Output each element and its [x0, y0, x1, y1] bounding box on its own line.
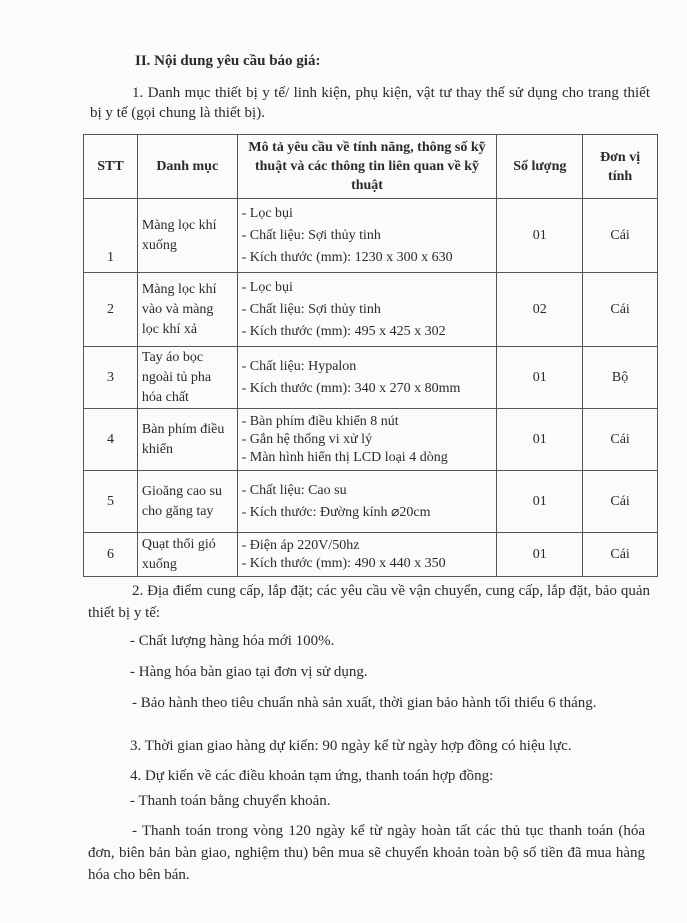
- table-row: [84, 347, 658, 409]
- table-row: [84, 273, 658, 347]
- bullet-warranty: - Bảo hành theo tiêu chuẩn nhà sản xuất, thời gian bảo hành tối thiểu 6 tháng.: [132, 695, 597, 711]
- cell-item: Quạt thổi gió xuống: [137, 533, 237, 577]
- spec-line: - Chất liệu: Sợi thủy tinh: [241, 301, 381, 317]
- bullet-quality: - Chất lượng hàng hóa mới 100%.: [130, 633, 335, 649]
- cell-item: Màng lọc khí vào và màng lọc khí xả: [137, 273, 237, 347]
- cell-item: Bàn phím điều khiển: [137, 409, 237, 471]
- spec-line: - Kích thước (mm): 1230 x 300 x 630: [241, 249, 453, 265]
- spec-line: - Kích thước (mm): 340 x 270 x 80mm: [241, 380, 461, 396]
- spec-line: - Chất liệu: Sợi thủy tinh: [241, 227, 381, 243]
- bullet-transfer: - Thanh toán bằng chuyển khoản.: [130, 793, 331, 809]
- equipment-table: [83, 134, 658, 577]
- table-row: [84, 533, 658, 577]
- cell-qty: 01: [497, 409, 583, 471]
- cell-qty: 02: [497, 273, 583, 347]
- cell-specs: [237, 409, 497, 471]
- spec-line: - Bàn phím điều khiển 8 nút: [241, 413, 399, 429]
- spec-line: - Kích thước (mm): 495 x 425 x 302: [241, 323, 446, 339]
- cell-stt: 2: [84, 273, 138, 347]
- cell-item: Màng lọc khí xuống: [137, 199, 237, 273]
- cell-specs: [237, 199, 497, 273]
- spec-line: - Màn hình hiển thị LCD loại 4 dòng: [241, 449, 448, 465]
- table-header-row: [84, 135, 658, 199]
- spec-line: - Lọc bụi: [241, 205, 293, 221]
- cell-unit: Cái: [583, 533, 658, 577]
- spec-line: - Điện áp 220V/50hz: [241, 537, 360, 553]
- spec-line: - Chất liệu: Hypalon: [241, 358, 357, 374]
- bullet-delivery: - Hàng hóa bàn giao tại đơn vị sử dụng.: [130, 664, 368, 680]
- cell-stt: 4: [84, 409, 138, 471]
- cell-qty: 01: [497, 471, 583, 533]
- section-4: 4. Dự kiến về các điều khoản tạm ứng, thanh toán hợp đồng:: [130, 768, 494, 784]
- table-row: [84, 199, 658, 273]
- cell-item: Gioăng cao su cho găng tay: [137, 471, 237, 533]
- cell-specs: [237, 273, 497, 347]
- table-row: [84, 471, 658, 533]
- spec-line: - Lọc bụi: [241, 279, 293, 295]
- spec-line: - Chất liệu: Cao su: [241, 482, 347, 498]
- cell-unit: Cái: [583, 471, 658, 533]
- spec-line: - Kích thước: Đường kính ⌀20cm: [241, 504, 431, 520]
- section-heading: II. Nội dung yêu cầu báo giá:: [135, 53, 321, 69]
- cell-qty: 01: [497, 347, 583, 409]
- spec-line: - Gắn hệ thống vi xử lý: [241, 431, 373, 447]
- cell-unit: Cái: [583, 199, 658, 273]
- cell-unit: Cái: [583, 409, 658, 471]
- cell-unit: Bộ: [583, 347, 658, 409]
- cell-specs: [237, 533, 497, 577]
- section-2: 2. Địa điểm cung cấp, lắp đặt; các yêu cầu về vận chuyển, cung cấp, lắp đặt, bảo quản thiết bị y tế:: [88, 583, 650, 621]
- header-stt: STT: [84, 135, 138, 199]
- cell-stt: 5: [84, 471, 138, 533]
- cell-item: Tay áo bọc ngoài tủ pha hóa chất: [137, 347, 237, 409]
- cell-qty: 01: [497, 533, 583, 577]
- cell-unit: Cái: [583, 273, 658, 347]
- cell-stt: 1: [84, 199, 138, 273]
- section-3: 3. Thời gian giao hàng dự kiến: 90 ngày kể từ ngày hợp đồng có hiệu lực.: [130, 738, 572, 754]
- bullet-payment-term: - Thanh toán trong vòng 120 ngày kể từ ngày hoàn tất các thủ tục thanh toán (hóa đơn, biên bản bàn giao, nghiệm thu) bên mua sẽ chuyển khoản toàn bộ số tiền đã mua hàng hóa cho bên bán.: [88, 823, 645, 883]
- header-item: Danh mục: [137, 135, 237, 199]
- cell-specs: [237, 471, 497, 533]
- header-qty: Số lượng: [497, 135, 583, 199]
- cell-stt: 6: [84, 533, 138, 577]
- table-row: [84, 409, 658, 471]
- header-desc: Mô tả yêu cầu về tính năng, thông số kỹ thuật và các thông tin liên quan về kỹ thuật: [237, 135, 497, 199]
- header-unit: Đơn vị tính: [583, 135, 658, 199]
- cell-qty: 01: [497, 199, 583, 273]
- spec-line: - Kích thước (mm): 490 x 440 x 350: [241, 555, 446, 571]
- intro-paragraph: 1. Danh mục thiết bị y tế/ linh kiện, phụ kiện, vật tư thay thế sử dụng cho trang thiết bị y tế (gọi chung là thiết bị).: [90, 85, 650, 121]
- cell-stt: 3: [84, 347, 138, 409]
- cell-specs: [237, 347, 497, 409]
